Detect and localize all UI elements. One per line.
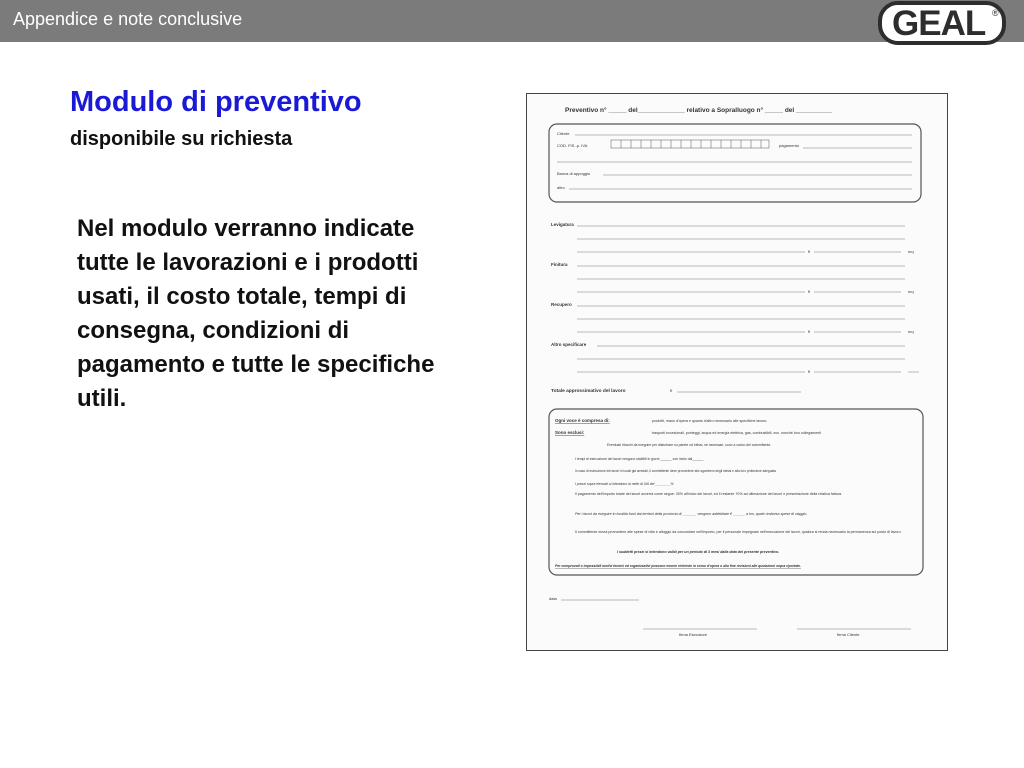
other-label: altro <box>557 185 565 190</box>
excluded-text: trasporti eccezionali, ponteggi, acqua ed energia elettrica, gas, combustibili, ecc. nonché loro collegamenti <box>652 431 822 435</box>
registered-mark: ® <box>992 8 999 18</box>
form-header-line: Preventivo n° _____ del_____________ relativo a Sopralluogo n° _____ del __________ <box>565 107 833 114</box>
signature-client-label: firma Cliente <box>837 632 860 637</box>
bank-label: Banca di appoggio <box>557 171 591 176</box>
euro-sign: € <box>808 249 811 254</box>
unit-mq: mq <box>908 329 914 334</box>
section-recupero: Recupero <box>551 302 572 307</box>
payment-label: pagamento <box>779 143 800 148</box>
client-box <box>549 124 921 202</box>
included-label: Ogni voce è compresa di: <box>555 418 610 423</box>
euro-sign: € <box>808 369 811 374</box>
signature-executor-label: firma Esecutore <box>679 632 708 637</box>
client-label: Cliente <box>557 131 570 136</box>
note-line: Il committente dovrà provvedere alle spese di vitto e alloggio da concordare nell'importo, per il personale impegnato nell'esecuzione dei lavori, qualora si renda necessario la permanenza sul posto di lavoro. <box>575 530 902 534</box>
note-line: Eventuali ritocchi da eseguire per disturbare su parete od infissi, se necessari, sono a carico del committente. <box>607 443 772 447</box>
page-subtitle: disponibile su richiesta <box>70 128 293 150</box>
description-paragraph: Nel modulo verranno indicate tutte le lavorazioni e i prodotti usati, il costo totale, tempi di consegna, condizioni di pagamento e tutte le specifiche utili. <box>77 215 435 412</box>
section-finitura: Finitura <box>551 262 568 267</box>
euro-sign: € <box>670 388 673 393</box>
date-label: data <box>549 596 557 601</box>
note-line: I suddetti prezzi si intendono validi per un periodo di 3 mesi dalla data del presente preventivo. <box>617 550 780 554</box>
page-title: Modulo di preventivo <box>70 86 362 118</box>
logo-text: GEAL <box>892 4 986 43</box>
note-line: I prezzi sopra elencati si intendono al netto di IVA del ________% <box>575 482 674 486</box>
excluded-label: Sono esclusi: <box>555 430 585 435</box>
section-altro: Altro specificare <box>551 342 587 347</box>
note-line: Il pagamento dell'importo totale dei lavori avverrà come segue: 30% all'inizio dei lavori, ed il restante 70% ad ultimazione dei lavori o presentazione della relativa fattura. <box>575 492 843 496</box>
included-text: prodotti, mano d'opera e quanto d'altro necessario alle specifiche lavoro. <box>652 419 768 423</box>
unit-mq: mq <box>908 249 914 254</box>
taxcode-boxes <box>611 140 769 148</box>
euro-sign: € <box>808 329 811 334</box>
note-line: Per i lavori da eseguire in località fuori dai territori della provincia di _______ vengono addebitate € ______ a km, quale rimborso spese di viaggio. <box>575 512 808 516</box>
total-label: Totale approssimativo del lavoro <box>551 389 626 394</box>
note-line: In caso di esecuzione dei lavori in locali già arredati, il committente deve provvedere allo sgombero degli stessi e alla loro protezione adeguata <box>575 469 776 473</box>
quote-form-image <box>526 93 948 651</box>
section-levigatura: Levigatura <box>551 222 574 227</box>
section-title: Appendice e note conclusive <box>13 9 243 29</box>
unit-mq: mq <box>908 289 914 294</box>
top-bar <box>0 0 1024 42</box>
geal-logo <box>878 1 1006 45</box>
note-line: I tempi di esecuzione dei lavori vengono stabiliti in giorni ______ con inizio dal______ <box>575 457 704 461</box>
euro-sign: € <box>808 289 811 294</box>
taxcode-label: COD. FIS.-p. IVA <box>557 143 588 148</box>
note-line: Per comprovati o impossibili motivi tecnici ed organizzativi possono essere richieste in corso d'opera o alla fine revisioni alle quotazioni sopra riportate. <box>555 564 801 568</box>
